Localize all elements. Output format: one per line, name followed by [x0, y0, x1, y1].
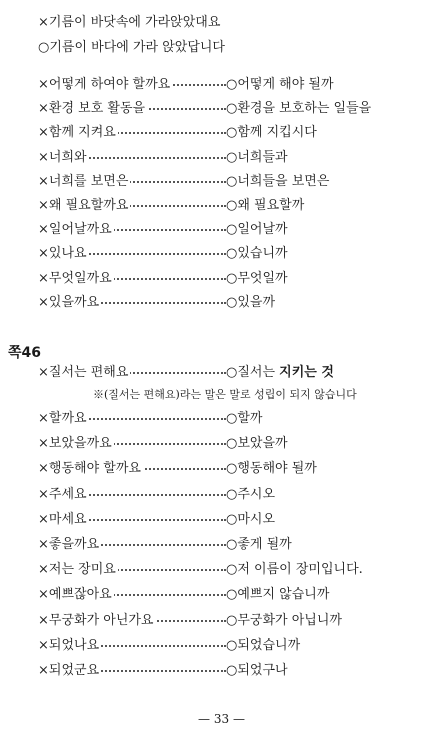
section-label: 쪽46	[8, 345, 42, 361]
correct-expression: ○마시오	[226, 511, 276, 527]
correction-row	[38, 536, 433, 554]
correct-expression: ○있을까	[226, 294, 276, 310]
wrong-expression: ×어떻게 하여야 할까요	[38, 76, 226, 94]
wrong-expression: ×되었군요	[38, 662, 226, 680]
correct-expression: ○질서는 지키는 것	[226, 365, 334, 380]
correction-row	[38, 586, 433, 604]
wrong-expression: ×행동해야 할까요	[38, 460, 226, 478]
correct-expression: ○되었구나	[226, 663, 288, 678]
correct-expression: ○함께 지킵시다	[226, 125, 317, 141]
correction-row	[38, 173, 433, 191]
wrong-expression: ×무궁화가 아닌가요	[38, 612, 226, 630]
correct-expression: ○행동해야 될까	[226, 461, 317, 477]
wrong-expression: ×있나요	[38, 245, 226, 263]
correct-expression: ○보았을까	[226, 436, 288, 452]
correction-row	[38, 270, 433, 288]
intro-correct-line: ○기름이 바다에 가라 앉았답니다	[38, 40, 225, 55]
correction-row	[38, 637, 433, 655]
correct-expression: ○왜 필요할까	[226, 198, 305, 213]
correction-row	[38, 511, 433, 529]
correct-expression: ○너희들을 보면은	[226, 173, 330, 189]
correct-expression: ○저 이름이 장미입니다.	[226, 562, 363, 578]
page-number: — 33 —	[198, 712, 245, 726]
wrong-expression: ×무엇일까요	[38, 270, 226, 288]
correction-row	[38, 662, 433, 680]
correction-row	[38, 561, 433, 579]
wrong-expression: ×예쁘잖아요	[38, 586, 226, 604]
usage-note: ※(질서는 편해요)라는 말은 말로 성립이 되지 않습니다	[93, 388, 357, 401]
correct-expression: ○환경을 보호하는 일들을	[226, 101, 372, 117]
correct-expression: ○주시오	[226, 486, 276, 502]
wrong-expression: ×되었나요	[38, 637, 226, 655]
intro-wrong-line: ×기름이 바닷속에 가라앉았대요	[38, 15, 221, 30]
wrong-expression: ×주세요	[38, 486, 226, 504]
correct-expression: ○무궁화가 아닙니까	[226, 612, 342, 628]
wrong-expression: ×마세요	[38, 511, 226, 529]
correction-row	[38, 612, 433, 630]
correct-expression: ○너희들과	[226, 149, 288, 165]
emphasized-text: 지키는 것	[279, 365, 334, 380]
wrong-expression: ×질서는 편해요	[38, 364, 226, 382]
correct-expression: ○좋게 될까	[226, 537, 292, 552]
correction-row	[38, 197, 433, 215]
correction-row	[38, 76, 433, 94]
correction-row	[38, 460, 433, 478]
correction-row	[38, 100, 433, 118]
correction-row	[38, 245, 433, 263]
wrong-expression: ×환경 보호 활동을	[38, 100, 226, 118]
wrong-expression: ×함께 지켜요	[38, 124, 226, 142]
correct-expression: ○어떻게 해야 될까	[226, 77, 334, 92]
correction-row	[38, 221, 433, 239]
wrong-expression: ×저는 장미요	[38, 561, 226, 579]
correct-expression: ○되었습니까	[226, 637, 301, 653]
correction-row	[38, 486, 433, 504]
correction-row	[38, 364, 433, 382]
correct-expression: ○무엇일까	[226, 270, 288, 286]
wrong-expression: ×왜 필요할까요	[38, 197, 226, 215]
wrong-expression: ×보았을까요	[38, 435, 226, 453]
wrong-expression: ×너희와	[38, 149, 226, 167]
correct-expression: ○일어날까	[226, 222, 288, 238]
wrong-expression: ×있을까요	[38, 294, 226, 312]
wrong-expression: ×일어날까요	[38, 221, 226, 239]
correct-expression: ○있습니까	[226, 246, 288, 262]
correction-row	[38, 149, 433, 167]
correct-expression: ○예쁘지 않습니까	[226, 587, 330, 603]
correction-row	[38, 294, 433, 312]
wrong-expression: ×좋을까요	[38, 536, 226, 554]
wrong-expression: ×할까요	[38, 410, 226, 428]
wrong-expression: ×너희를 보면은	[38, 173, 226, 191]
correct-expression: ○할까	[226, 411, 263, 426]
correction-row	[38, 435, 433, 453]
correction-row	[38, 410, 433, 428]
correction-row	[38, 124, 433, 142]
